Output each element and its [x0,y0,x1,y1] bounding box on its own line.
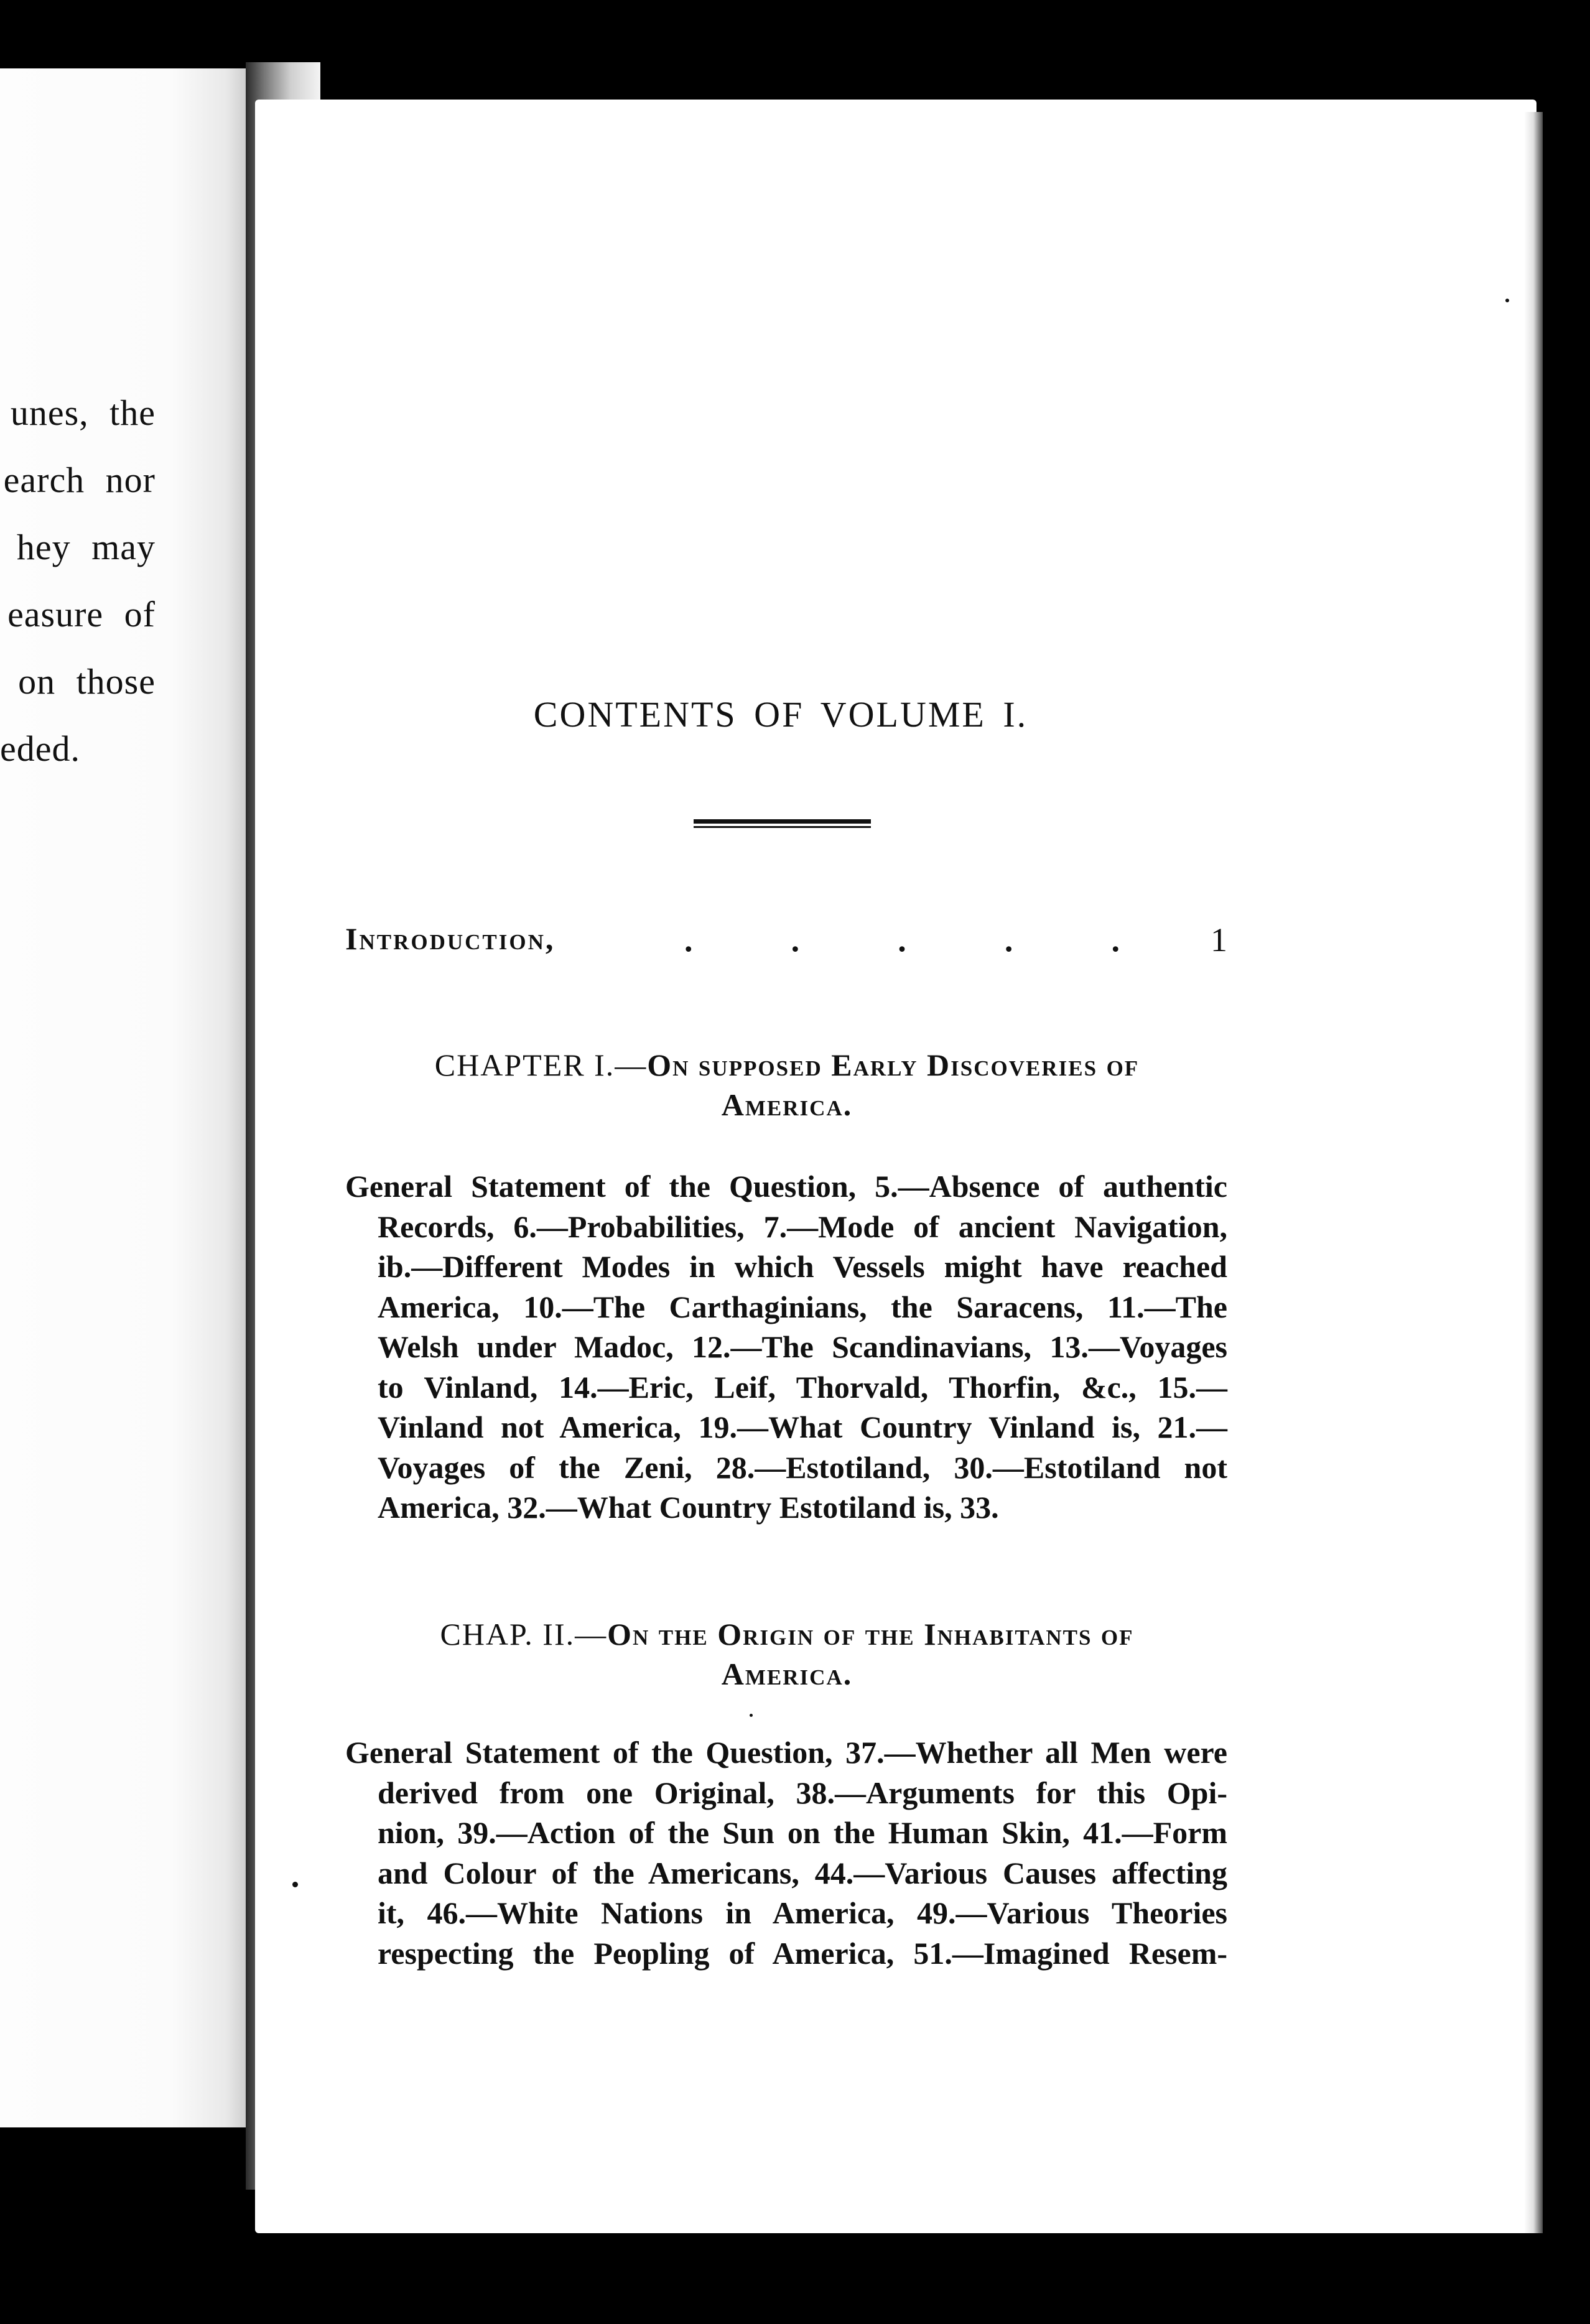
chapter-2-heading [348,1614,1225,1694]
summary-line: to Vinland, 14.—Eric, Leif, Thorvald, Thorfin, &c., 15.— [378,1369,1227,1405]
leader-dot: . [791,921,800,959]
facing-page-line: easure of [7,594,156,634]
leader-dots [684,921,1120,959]
chapter-2-summary [345,1732,1227,1973]
facing-page-line: earch nor [3,460,156,500]
summary-line: General Statement of the Question, 5.—Absence of authentic [345,1169,1227,1204]
summary-line: America, 10.—The Carthaginians, the Saracens, 11.—The [378,1289,1227,1324]
facing-page-text [0,379,156,783]
page-title: CONTENTS OF VOLUME I. [533,694,1028,735]
chapter-2-heading-line-1 [348,1614,1225,1654]
summary-line: General Statement of the Question, 37.—Whether all Men were [345,1735,1227,1770]
chapter-1-title-line-2: America. [721,1087,853,1122]
introduction-page-number: 1 [1211,921,1227,959]
ink-speck [750,1714,753,1717]
chapter-1-heading [348,1045,1225,1125]
chapter-2-title-line-2: America. [721,1657,853,1691]
chapter-2-number: CHAP. II.— [440,1617,608,1652]
introduction-label: Introduction, [345,921,556,956]
ink-speck [292,1882,298,1887]
ink-speck [1505,299,1509,302]
introduction-entry [345,921,1227,970]
title-rule [694,819,871,829]
page-edge [1524,112,1543,2233]
chapter-1-title: On supposed Early Discoveries of [647,1048,1140,1082]
summary-line: ib.—Different Modes in which Vessels might have reached [378,1249,1227,1284]
chapter-2-title: On the Origin of the Inhabitants of [607,1617,1134,1652]
leader-dot: . [684,921,693,959]
summary-line: America, 32.—What Country Estotiland is, 33. [378,1490,999,1525]
facing-page-line: unes, the [10,393,156,433]
facing-page-line: on those [18,661,156,702]
summary-line: Records, 6.—Probabilities, 7.—Mode of ancient Navigation, [378,1209,1227,1244]
summary-line: it, 46.—White Nations in America, 49.—Various Theories [378,1895,1227,1930]
leader-dot: . [1004,921,1013,959]
summary-line: and Colour of the Americans, 44.—Various Causes affecting [378,1855,1227,1890]
summary-line: Welsh under Madoc, 12.—The Scandinavians, 13.—Voyages [378,1329,1227,1364]
summary-line: Voyages of the Zeni, 28.—Estotiland, 30.—Estotiland not [378,1449,1227,1485]
summary-line: derived from one Original, 38.—Arguments for this Opi- [378,1775,1227,1810]
facing-page [0,68,246,2127]
chapter-1-summary [345,1166,1227,1528]
chapter-1-number: CHAPTER I.— [434,1048,648,1082]
facing-page-line: eded. [0,728,80,769]
facing-page-line: hey may [16,527,156,567]
chapter-1-heading-line-1 [348,1045,1225,1085]
summary-line: nion, 39.—Action of the Sun on the Human Skin, 41.—Form [378,1815,1227,1850]
summary-line: Vinland not America, 19.—What Country Vinland is, 21.— [378,1410,1227,1444]
summary-line: respecting the Peopling of America, 51.—Imagined Resem- [378,1935,1227,1971]
leader-dot: . [1111,921,1120,959]
leader-dot: . [898,921,906,959]
